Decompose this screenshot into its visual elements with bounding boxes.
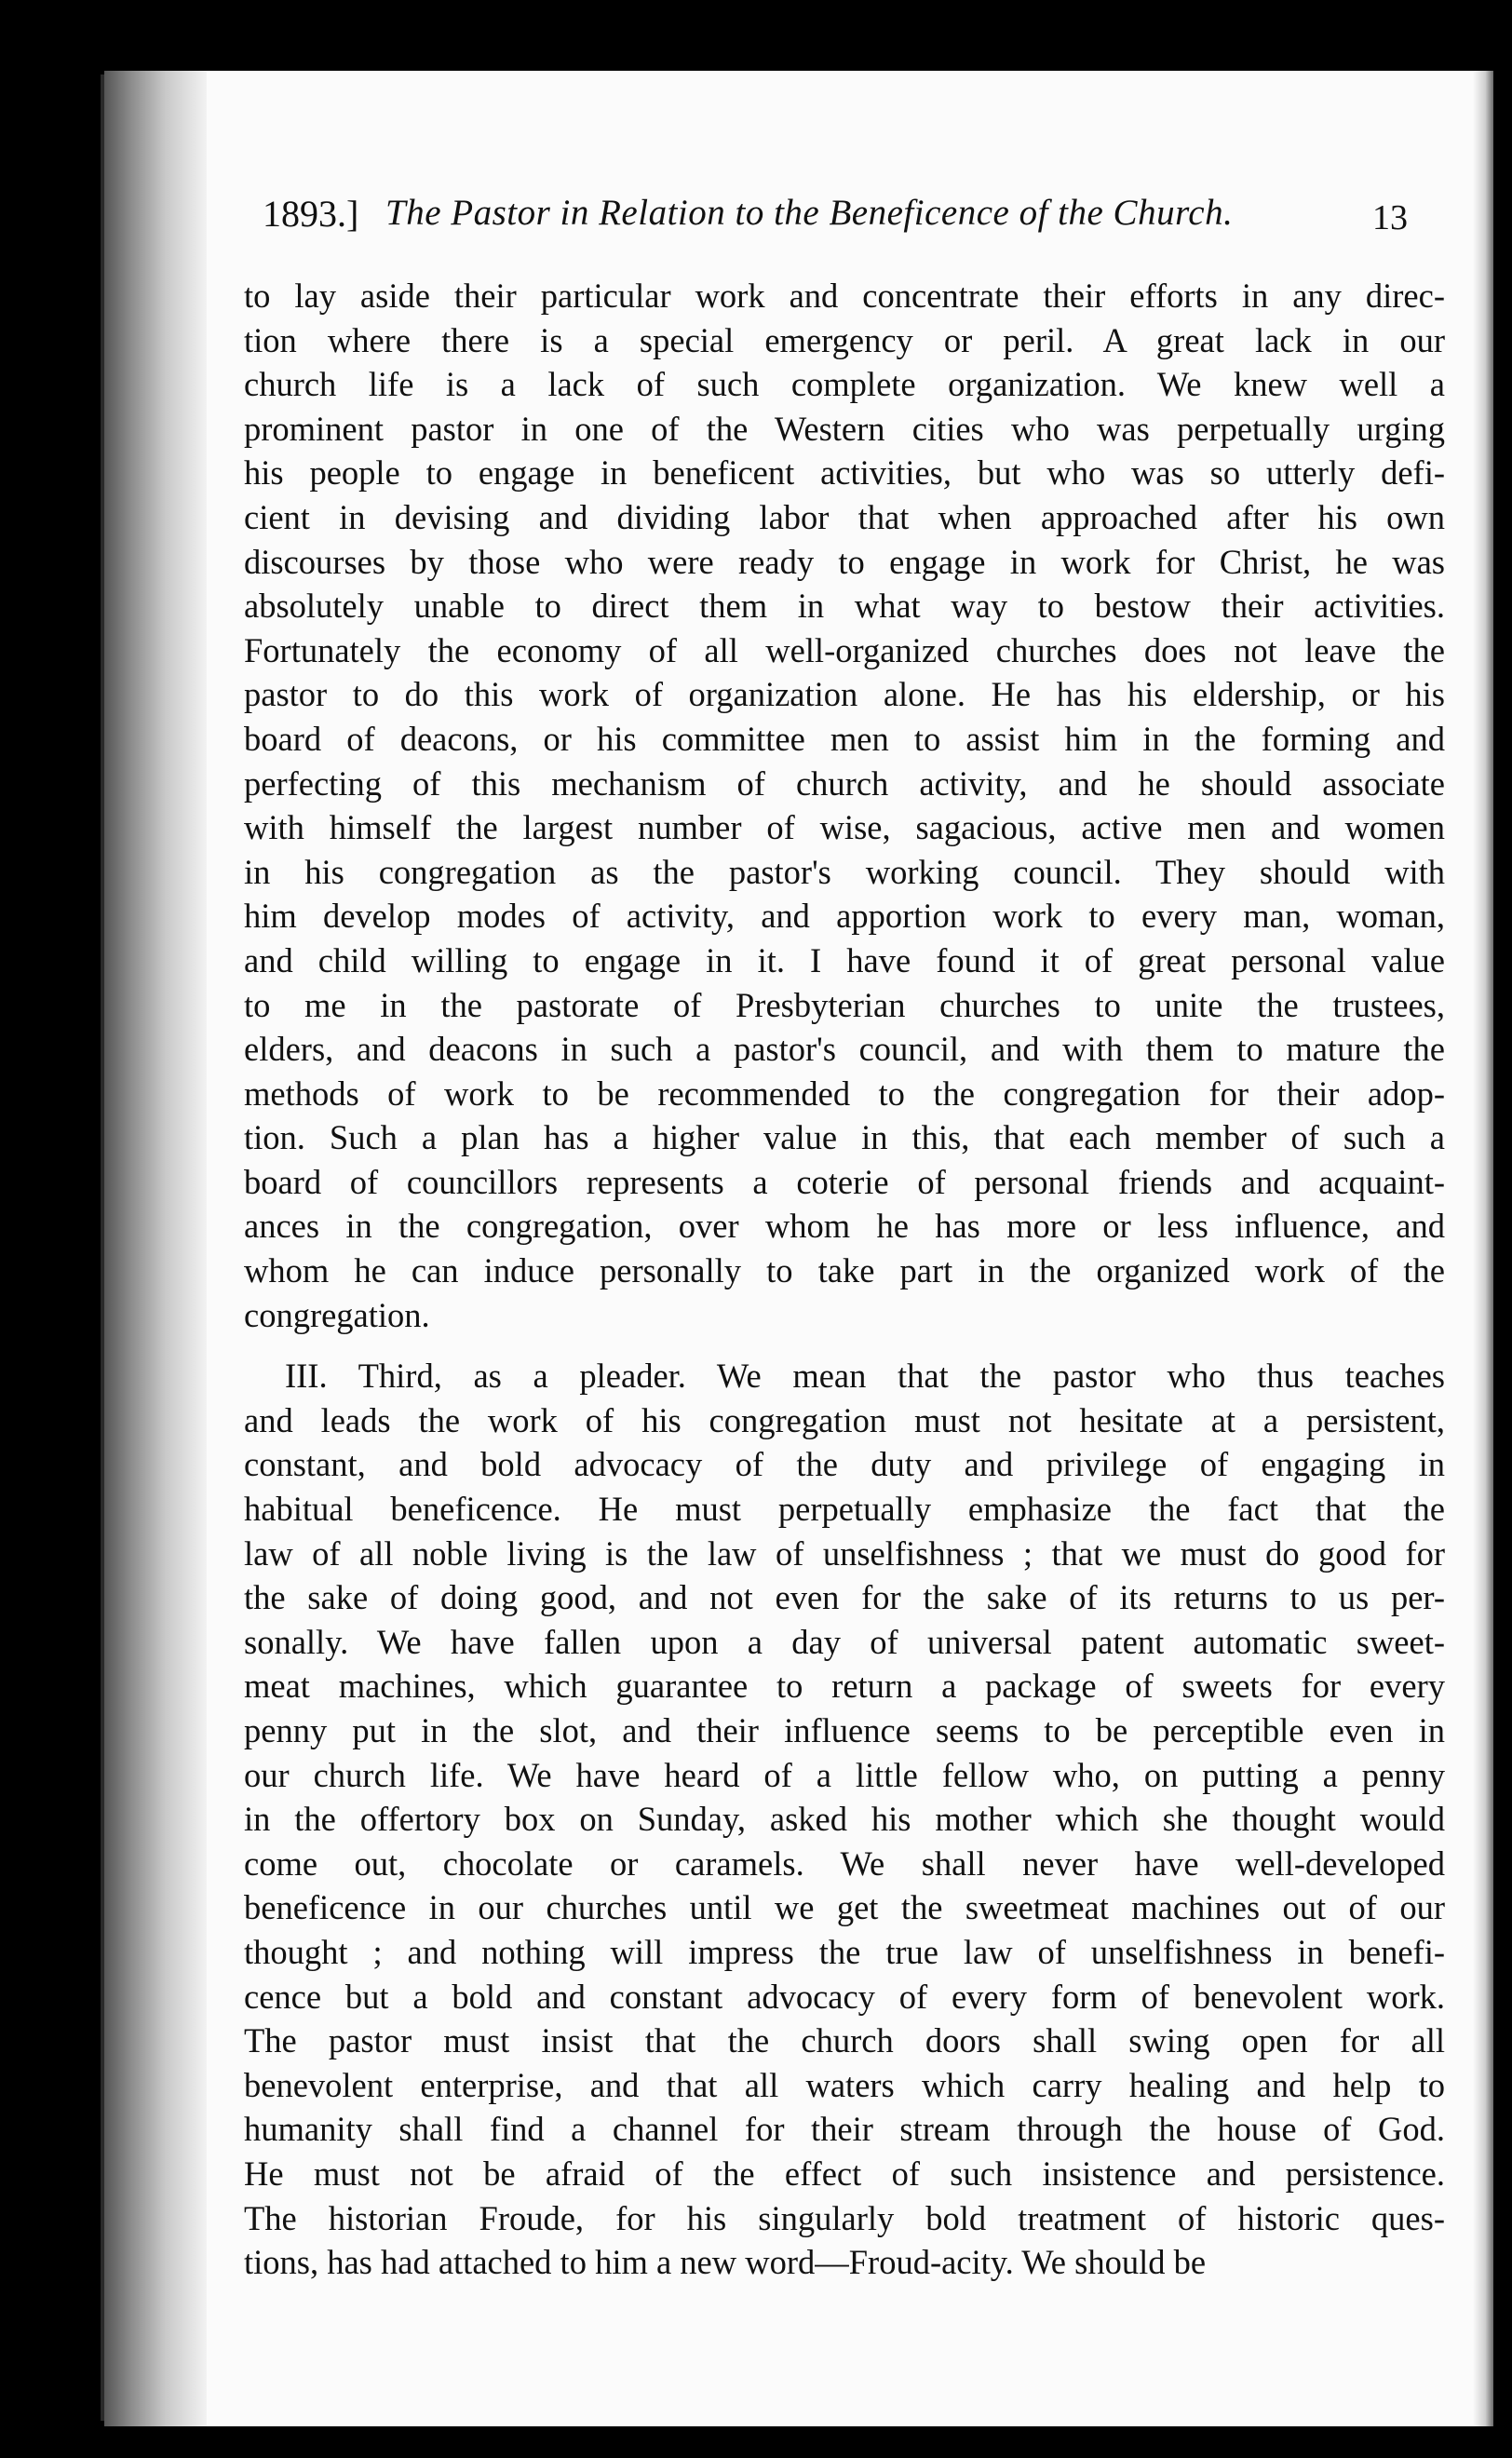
running-title: The Pastor in Relation to the Beneficence of the Church. bbox=[385, 193, 1234, 233]
body-text bbox=[244, 274, 1445, 2285]
paragraph-2 bbox=[244, 1354, 1445, 2284]
text-line: to lay aside their particular work and concentrate their efforts in any direc- bbox=[244, 277, 1445, 315]
page-number: 13 bbox=[1372, 198, 1408, 237]
text-line: him develop modes of activity, and apportion work to every man, woman, bbox=[244, 897, 1445, 936]
page-gutter-shadow bbox=[104, 71, 207, 2426]
text-line: in his congregation as the pastor's working council. They should with bbox=[244, 852, 1445, 891]
book-page bbox=[104, 71, 1493, 2426]
page-edge bbox=[1473, 71, 1493, 2426]
text-line: in the offertory box on Sunday, asked his mother which she thought would bbox=[244, 1800, 1445, 1839]
text-line: ances in the congregation, over whom he has more or less influence, and bbox=[244, 1207, 1445, 1246]
text-line: methods of work to be recommended to the congregation for their adop- bbox=[244, 1074, 1445, 1113]
text-line: pastor to do this work of organization alone. He has his eldership, or his bbox=[244, 675, 1445, 714]
text-line: constant, and bold advocacy of the duty and privilege of engaging in bbox=[244, 1445, 1445, 1484]
text-line: his people to engage in beneficent activities, but who was so utterly defi- bbox=[244, 453, 1445, 493]
text-line: the sake of doing good, and not even for the sake of its returns to us per- bbox=[244, 1578, 1445, 1617]
running-header bbox=[263, 192, 1408, 257]
text-line: whom he can induce personally to take part in the organized work of the bbox=[244, 1251, 1445, 1290]
text-line: church life is a lack of such complete organization. We knew well a bbox=[244, 365, 1445, 404]
text-line: Fortunately the economy of all well-organized churches does not leave the bbox=[244, 630, 1445, 669]
text-line: absolutely unable to direct them in what way to bestow their activities. bbox=[244, 587, 1445, 626]
text-line: our church life. We have heard of a little fellow who, on putting a penny bbox=[244, 1755, 1445, 1794]
text-line: The pastor must insist that the church doors shall swing open for all bbox=[244, 2021, 1445, 2060]
text-line: The historian Froude, for his singularly bold treatment of historic ques- bbox=[244, 2198, 1445, 2237]
text-line: thought ; and nothing will impress the true law of unselfishness in benefi- bbox=[244, 1932, 1445, 1971]
text-line: board of deacons, or his committee men to assist him in the forming and bbox=[244, 719, 1445, 758]
text-line: and leads the work of his congregation must not hesitate at a persistent, bbox=[244, 1400, 1445, 1439]
text-line: meat machines, which guarantee to return a package of sweets for every bbox=[244, 1667, 1445, 1706]
text-line: prominent pastor in one of the Western cities who was perpetually urging bbox=[244, 409, 1445, 448]
text-line: cence but a bold and constant advocacy of every form of benevolent work. bbox=[244, 1977, 1445, 2016]
text-line: come out, chocolate or caramels. We shall never have well-developed bbox=[244, 1844, 1445, 1883]
text-line: benevolent enterprise, and that all waters which carry healing and help to bbox=[244, 2065, 1445, 2104]
paragraph-gap bbox=[244, 1337, 1445, 1354]
text-line: penny put in the slot, and their influence seems to be perceptible even in bbox=[244, 1711, 1445, 1749]
text-line: tions, has had attached to him a new word—Froud-acity. We should be bbox=[244, 2243, 1207, 2282]
text-line: with himself the largest number of wise, sagacious, active men and women bbox=[244, 808, 1445, 847]
text-line: humanity shall find a channel for their stream through the house of God. bbox=[244, 2110, 1445, 2149]
text-line: to me in the pastorate of Presbyterian churches to unite the trustees, bbox=[244, 985, 1445, 1024]
text-line: sonally. We have fallen upon a day of universal patent automatic sweet- bbox=[244, 1622, 1445, 1661]
text-line: tion. Such a plan has a higher value in this, that each member of such a bbox=[244, 1118, 1445, 1157]
text-line: habitual beneficence. He must perpetually emphasize the fact that the bbox=[244, 1490, 1445, 1529]
text-line: tion where there is a special emergency or peril. A great lack in our bbox=[244, 320, 1445, 359]
text-line: board of councillors represents a coterie of personal friends and acquaint- bbox=[244, 1162, 1445, 1201]
paragraph-1 bbox=[244, 274, 1445, 1337]
text-line: III. Third, as a pleader. We mean that the pastor who thus teaches bbox=[285, 1357, 1445, 1396]
text-line: cient in devising and dividing labor that when approached after his own bbox=[244, 497, 1445, 536]
text-line: elders, and deacons in such a pastor's council, and with them to mature the bbox=[244, 1030, 1445, 1069]
text-line: congregation. bbox=[244, 1295, 430, 1334]
text-line: He must not be afraid of the effect of such insistence and persistence. bbox=[244, 2154, 1445, 2193]
text-line: beneficence in our churches until we get the sweetmeat machines out of our bbox=[244, 1888, 1445, 1927]
text-line: law of all noble living is the law of unselfishness ; that we must do good for bbox=[244, 1533, 1445, 1573]
text-line: and child willing to engage in it. I have found it of great personal value bbox=[244, 940, 1445, 979]
text-line: discourses by those who were ready to engage in work for Christ, he was bbox=[244, 542, 1445, 581]
text-line: perfecting of this mechanism of church activity, and he should associate bbox=[244, 763, 1445, 803]
header-year: 1893.] bbox=[263, 193, 359, 235]
